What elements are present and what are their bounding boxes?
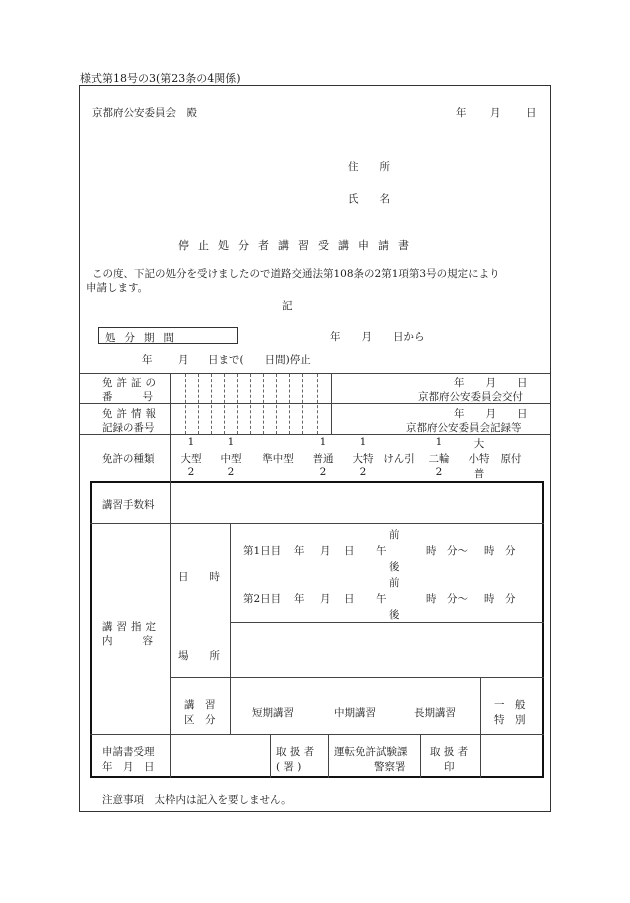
slot2-month: 月 bbox=[320, 593, 331, 605]
license-type-top-4: 1 bbox=[359, 436, 367, 448]
category-label-2: 区 分 bbox=[184, 714, 216, 726]
license-no-label-2 bbox=[102, 389, 183, 404]
slot2-time1: 時 分～ bbox=[426, 593, 468, 605]
license-type-5: けん引 bbox=[383, 453, 415, 465]
slot1-pm: 後 bbox=[389, 561, 400, 573]
general-category: 一 般 bbox=[494, 699, 526, 711]
form-number: 様式第18号の3(第23条の4関係) bbox=[80, 72, 241, 85]
slot1-am: 前 bbox=[389, 529, 400, 541]
mid-course: 中期講習 bbox=[334, 707, 376, 719]
application-form bbox=[79, 85, 551, 812]
seal-mark: 印 bbox=[444, 761, 455, 773]
slot1-month: 月 bbox=[320, 545, 331, 557]
license-types-label: 免許の種類 bbox=[102, 453, 155, 465]
license-type-0: 大型 bbox=[180, 453, 202, 465]
license-no-issuer: 京都府公安委員会交付 bbox=[418, 391, 523, 403]
datetime-label: 日 時 bbox=[178, 571, 220, 583]
period-label-box bbox=[98, 327, 238, 344]
intro-line-1: この度、下記の処分を受けましたので道路交通法第108条の2第1項第3号の規定により bbox=[92, 268, 500, 280]
license-type-top-7: 大 bbox=[473, 438, 485, 450]
period-line-1: 年 月 日から bbox=[330, 331, 425, 343]
license-type-top-0: 1 bbox=[187, 436, 195, 448]
handler-office: ( 署 ) bbox=[276, 761, 302, 773]
name-label: 氏 名 bbox=[348, 193, 390, 205]
police-station: 警察署 bbox=[374, 761, 406, 773]
license-type-3: 普通 bbox=[312, 453, 334, 465]
date-year: 年 bbox=[456, 107, 467, 119]
license-no-label-1-text: 免許証の bbox=[102, 377, 160, 389]
slot1-time2: 時 分 bbox=[484, 545, 516, 557]
license-info-issuer: 京都府公安委員会記録等 bbox=[406, 422, 522, 434]
lecture-label-2 bbox=[102, 633, 183, 648]
slot1-year: 年 bbox=[294, 545, 305, 557]
slot2-am: 前 bbox=[389, 577, 400, 589]
slot2-day: 第2日目 bbox=[243, 593, 282, 605]
short-course: 短期講習 bbox=[252, 707, 294, 719]
license-type-bottom-4: 2 bbox=[359, 466, 367, 478]
special-category: 特 別 bbox=[494, 714, 526, 726]
license-info-label-2: 記録の番号 bbox=[102, 422, 155, 434]
long-course: 長期講習 bbox=[414, 707, 456, 719]
receipt-label-2: 年 月 日 bbox=[102, 761, 155, 773]
license-info-label-1 bbox=[102, 406, 160, 421]
license-type-2: 準中型 bbox=[262, 453, 294, 465]
license-type-7: 小特 bbox=[468, 453, 490, 465]
license-no-label-1 bbox=[102, 375, 164, 390]
license-type-bottom-1: 2 bbox=[227, 466, 235, 478]
license-type-top-6: 1 bbox=[435, 436, 443, 448]
license-type-4: 大特 bbox=[352, 453, 374, 465]
license-type-1: 中型 bbox=[220, 453, 242, 465]
slot2-ampm: 午 bbox=[376, 593, 387, 605]
license-type-bottom-7: 普 bbox=[473, 468, 485, 480]
date-month: 月 bbox=[490, 107, 501, 119]
lecture-label-1 bbox=[102, 619, 160, 634]
license-info-label-1-text: 免許情報 bbox=[102, 408, 160, 420]
addressee: 京都府公安委員会 殿 bbox=[92, 107, 197, 119]
slot1-time1: 時 分～ bbox=[426, 545, 468, 557]
license-type-bottom-3: 2 bbox=[319, 466, 327, 478]
dept-name: 運転免許試験課 bbox=[334, 746, 408, 758]
slot2-pm: 後 bbox=[389, 609, 400, 621]
slot2-date: 日 bbox=[344, 593, 355, 605]
place-label: 場 所 bbox=[178, 650, 220, 662]
license-info-date: 年 月 日 bbox=[454, 408, 528, 420]
license-type-top-3: 1 bbox=[319, 436, 327, 448]
lecture-label-1-text: 講習指定 bbox=[102, 621, 160, 633]
period-year: 年 bbox=[142, 354, 153, 366]
fee-label: 講習手数料 bbox=[102, 499, 155, 511]
date-day: 日 bbox=[526, 107, 537, 119]
slot1-date: 日 bbox=[344, 545, 355, 557]
license-type-bottom-0: 2 bbox=[187, 466, 195, 478]
form-title: 停止処分者講習受講申請書 bbox=[178, 239, 418, 252]
slot1-ampm: 午 bbox=[376, 545, 387, 557]
license-no-date: 年 月 日 bbox=[454, 377, 528, 389]
handler-label: 取 扱 者 bbox=[276, 746, 315, 758]
lecture-label-2-text: 内容 bbox=[102, 635, 183, 647]
license-type-8: 原付 bbox=[500, 453, 522, 465]
ki-label: 記 bbox=[282, 300, 293, 312]
address-label: 住 所 bbox=[348, 161, 390, 173]
period-month: 月 bbox=[178, 354, 189, 366]
license-no-label-2-text: 番号 bbox=[102, 391, 183, 403]
receipt-label-1: 申請書受理 bbox=[102, 746, 155, 758]
category-label-1: 講 習 bbox=[184, 699, 216, 711]
slot2-time2: 時 分 bbox=[484, 593, 516, 605]
note: 注意事項 太枠内は記入を要しません。 bbox=[102, 794, 292, 806]
license-type-bottom-6: 2 bbox=[435, 466, 443, 478]
license-type-6: 二輪 bbox=[428, 453, 450, 465]
slot2-year: 年 bbox=[294, 593, 305, 605]
license-type-top-1: 1 bbox=[227, 436, 235, 448]
period-label: 処分期間 bbox=[105, 332, 183, 344]
slot1-day: 第1日目 bbox=[243, 545, 282, 557]
period-line-2: 日まで( 日間)停止 bbox=[208, 354, 311, 366]
intro-line-2: 申請します。 bbox=[86, 282, 149, 294]
handler-label-2: 取 扱 者 bbox=[430, 746, 469, 758]
